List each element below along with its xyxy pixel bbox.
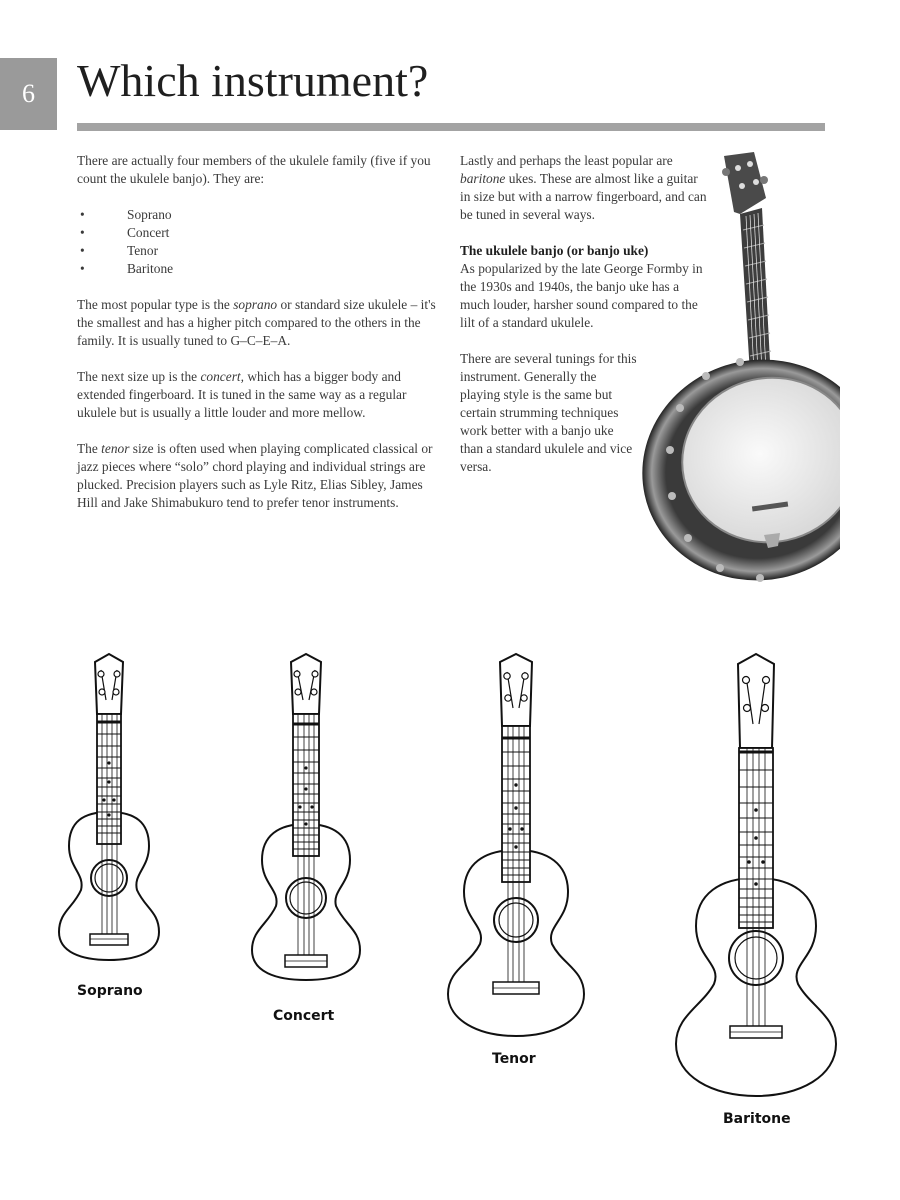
title-rule <box>77 123 825 131</box>
left-column <box>77 152 442 530</box>
concert-emphasis: concert, <box>200 369 244 384</box>
concert-label: Concert <box>273 1008 335 1024</box>
soprano-text-b: or standard size ukulele – it's the smallest and has a higher pitch compared to the others in the family. It is usually tuned to G–C–E–A. <box>77 297 436 348</box>
tenor-emphasis: tenor <box>101 441 130 456</box>
list-item: • Tenor <box>77 242 442 260</box>
banjo-uke-paragraph: As popularized by the late George Formby in the 1930s and 1940s, the banjo uke has a much louder, harsher sound compared to the lilt of a standard ukulele. <box>460 261 703 330</box>
page-number: 6 <box>22 79 35 108</box>
page-title: Which instrument? <box>77 55 429 106</box>
tenor-text-a: The <box>77 441 102 456</box>
baritone-label: Baritone <box>723 1111 791 1127</box>
list-item: • Concert <box>77 224 442 242</box>
soprano-ukulele-diagram <box>57 652 161 962</box>
soprano-paragraph <box>77 296 442 350</box>
ukulele-types-list <box>77 206 442 278</box>
tenor-ukulele-diagram <box>446 652 586 1038</box>
page-number-tab <box>0 58 57 130</box>
concert-ukulele-diagram <box>250 652 362 982</box>
list-item: • Baritone <box>77 260 442 278</box>
tunings-paragraph: There are several tunings for this instrument. Generally the playing style is the same but certain strumming techniques work better with a banjo uke than a standard ukulele and vice versa. <box>460 351 637 474</box>
soprano-text-a: The most popular type is the <box>77 297 234 312</box>
baritone-emphasis: baritone <box>460 171 506 186</box>
concert-text-b: which has a bigger body and extended fingerboard. It is tuned in the same way as a regular ukulele but is usually a little louder and more mellow. <box>77 369 407 420</box>
soprano-label: Soprano <box>77 983 143 999</box>
concert-text-a: The next size up is the <box>77 369 201 384</box>
tenor-label: Tenor <box>492 1051 536 1067</box>
banjo-uke-image <box>640 150 840 582</box>
soprano-emphasis: soprano <box>233 297 278 312</box>
tenor-paragraph <box>77 440 442 512</box>
baritone-text-b: ukes. These are almost like a guitar in size but with a narrow fingerboard, and can be tuned in several ways. <box>460 171 707 222</box>
list-item: • Soprano <box>77 206 442 224</box>
banjo-uke-heading: The ukulele banjo (or banjo uke) <box>460 243 649 258</box>
concert-paragraph <box>77 368 442 422</box>
tenor-text-b: size is often used when playing complicated classical or jazz pieces where “solo” chord playing and individual strings are plucked. Precision players such as Lyle Ritz, Elias Sibley, James Hill and Jake Shimabukuro tend to prefer tenor instruments. <box>77 441 433 510</box>
intro-paragraph: There are actually four members of the ukulele family (five if you count the ukulele banjo). They are: <box>77 153 431 186</box>
baritone-ukulele-diagram <box>674 652 838 1098</box>
baritone-text-a: Lastly and perhaps the least popular are <box>460 153 673 168</box>
